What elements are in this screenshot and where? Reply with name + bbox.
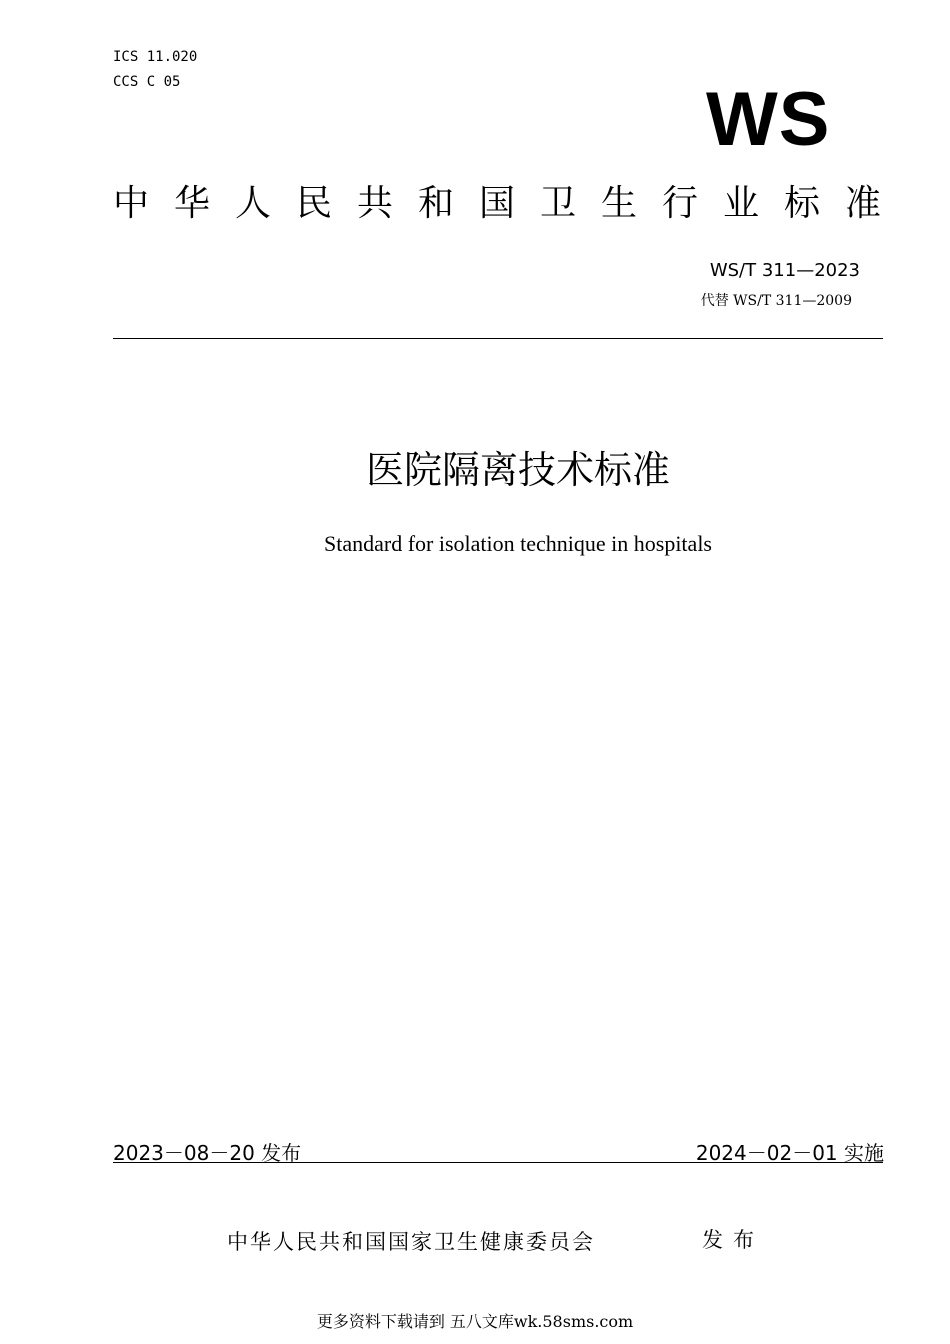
implementation-date: 2024－02－01 实施 [695, 1141, 884, 1165]
issue-label: 发布 [702, 1228, 764, 1252]
ccs-code: CCS C 05 [113, 74, 181, 90]
replaces-note: 代替 WS/T 311—2009 [700, 293, 852, 309]
ws-logo: WS [706, 77, 831, 162]
top-divider [113, 338, 883, 339]
download-watermark: 更多资料下载请到 五八文库wk.58sms.com [316, 1312, 634, 1331]
bottom-divider [113, 1162, 883, 1163]
document-title-en: Standard for isolation technique in hospitals [324, 531, 712, 556]
ics-code: ICS 11.020 [113, 49, 198, 65]
issuing-authority: 中华人民共和国国家卫生健康委员会 [227, 1230, 595, 1254]
publish-date: 2023－08－20 发布 [113, 1141, 302, 1165]
standard-category-title: 中华人民共和国卫生行业标准 [113, 183, 907, 224]
standard-code: WS/T 311—2023 [709, 260, 860, 281]
document-title-cn: 医院隔离技术标准 [365, 448, 670, 492]
